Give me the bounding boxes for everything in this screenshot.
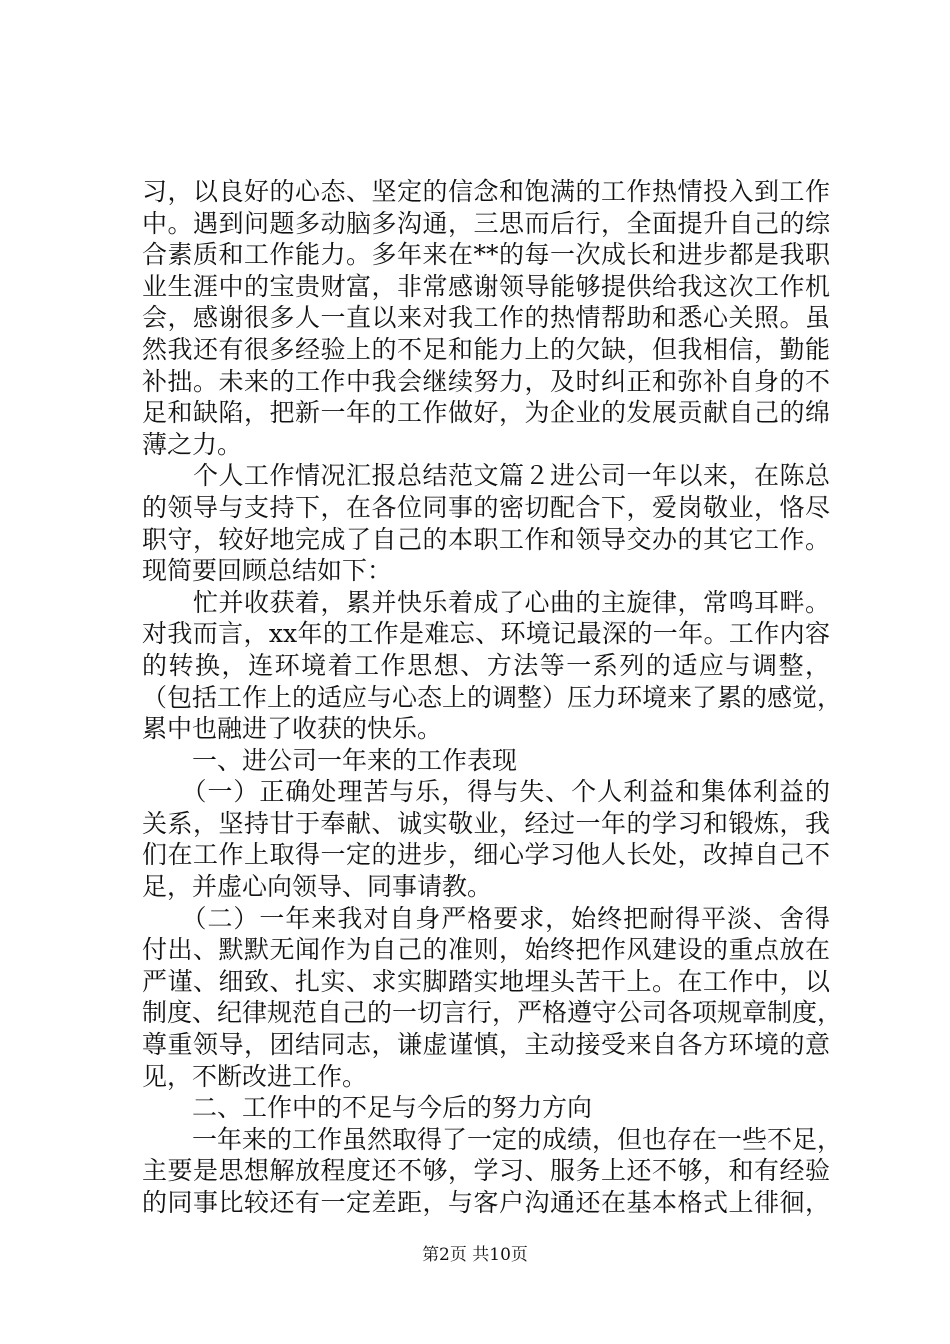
text-line: 们在工作上取得一定的进步，细心学习他人长处，改掉自己不 (142, 840, 830, 870)
text-line: 然我还有很多经验上的不足和能力上的欠缺，但我相信，勤能 (142, 334, 830, 364)
text-line: 补拙。未来的工作中我会继续努力，及时纠正和弥补自身的不 (142, 366, 830, 396)
text-line: 一、进公司一年来的工作表现 (142, 745, 518, 775)
text-line: 关系，坚持甘于奉献、诚实敬业，经过一年的学习和锻炼，我 (142, 808, 830, 838)
text-line: 的同事比较还有一定差距，与客户沟通还在基本格式上徘徊， (142, 1188, 830, 1217)
text-line: （二）一年来我对自身严格要求，始终把耐得平淡、舍得 (142, 903, 830, 933)
text-line: 累中也融进了收获的快乐。 (142, 714, 443, 744)
text-line: 严谨、细致、扎实、求实脚踏实地埋头苦干上。在工作中，以 (142, 966, 830, 996)
text-line: 制度、纪律规范自己的一切言行，严格遵守公司各项规章制度， (142, 998, 843, 1028)
text-line: （包括工作上的适应与心态上的调整）压力环境来了累的感觉， (142, 682, 843, 712)
text-line: 中。遇到问题多动脑多沟通，三思而后行，全面提升自己的综 (142, 208, 830, 238)
text-line: 的转换，连环境着工作思想、方法等一系列的适应与调整， (142, 650, 830, 680)
text-line: 的领导与支持下，在各位同事的密切配合下，爱岗敬业，恪尽 (142, 492, 830, 522)
text-line: 见，不断改进工作。 (142, 1061, 368, 1091)
text-line: 二、工作中的不足与今后的努力方向 (142, 1093, 593, 1123)
text-line: 主要是思想解放程度还不够，学习、服务上还不够，和有经验 (142, 1156, 830, 1186)
text-line: 一年来的工作虽然取得了一定的成绩，但也存在一些不足， (142, 1124, 843, 1154)
page-footer: 第2页 共10页 (422, 1245, 528, 1265)
text-line: 足和缺陷，把新一年的工作做好，为企业的发展贡献自己的绵 (142, 398, 830, 428)
text-line: 足，并虚心向领导、同事请教。 (142, 872, 493, 902)
text-line: 尊重领导，团结同志，谦虚谨慎，主动接受来自各方环境的意 (142, 1030, 830, 1060)
text-line: （一）正确处理苦与乐，得与失、个人利益和集体利益的 (142, 777, 830, 807)
body-text (142, 176, 843, 1219)
text-line: 付出、默默无闻作为自己的准则，始终把作风建设的重点放在 (142, 935, 830, 965)
text-line: 职守，较好地完成了自己的本职工作和领导交办的其它工作。 (142, 524, 830, 554)
text-line: 现简要回顾总结如下： (142, 556, 393, 586)
text-line: 个人工作情况汇报总结范文篇２进公司一年以来，在陈总 (142, 461, 830, 491)
text-line: 习，以良好的心态、坚定的信念和饱满的工作热情投入到工作 (142, 177, 830, 206)
text-line: 薄之力。 (142, 429, 243, 459)
text-line: 忙并收获着，累并快乐着成了心曲的主旋律，常鸣耳畔。 (142, 587, 830, 617)
text-line: 合素质和工作能力。多年来在**的每一次成长和进步都是我职 (142, 240, 830, 270)
text-line: 业生涯中的宝贵财富，非常感谢领导能够提供给我这次工作机 (142, 271, 830, 301)
text-line: 对我而言，xx年的工作是难忘、环境记最深的一年。工作内容 (142, 619, 830, 649)
text-line: 会，感谢很多人一直以来对我工作的热情帮助和悉心关照。虽 (142, 303, 830, 333)
